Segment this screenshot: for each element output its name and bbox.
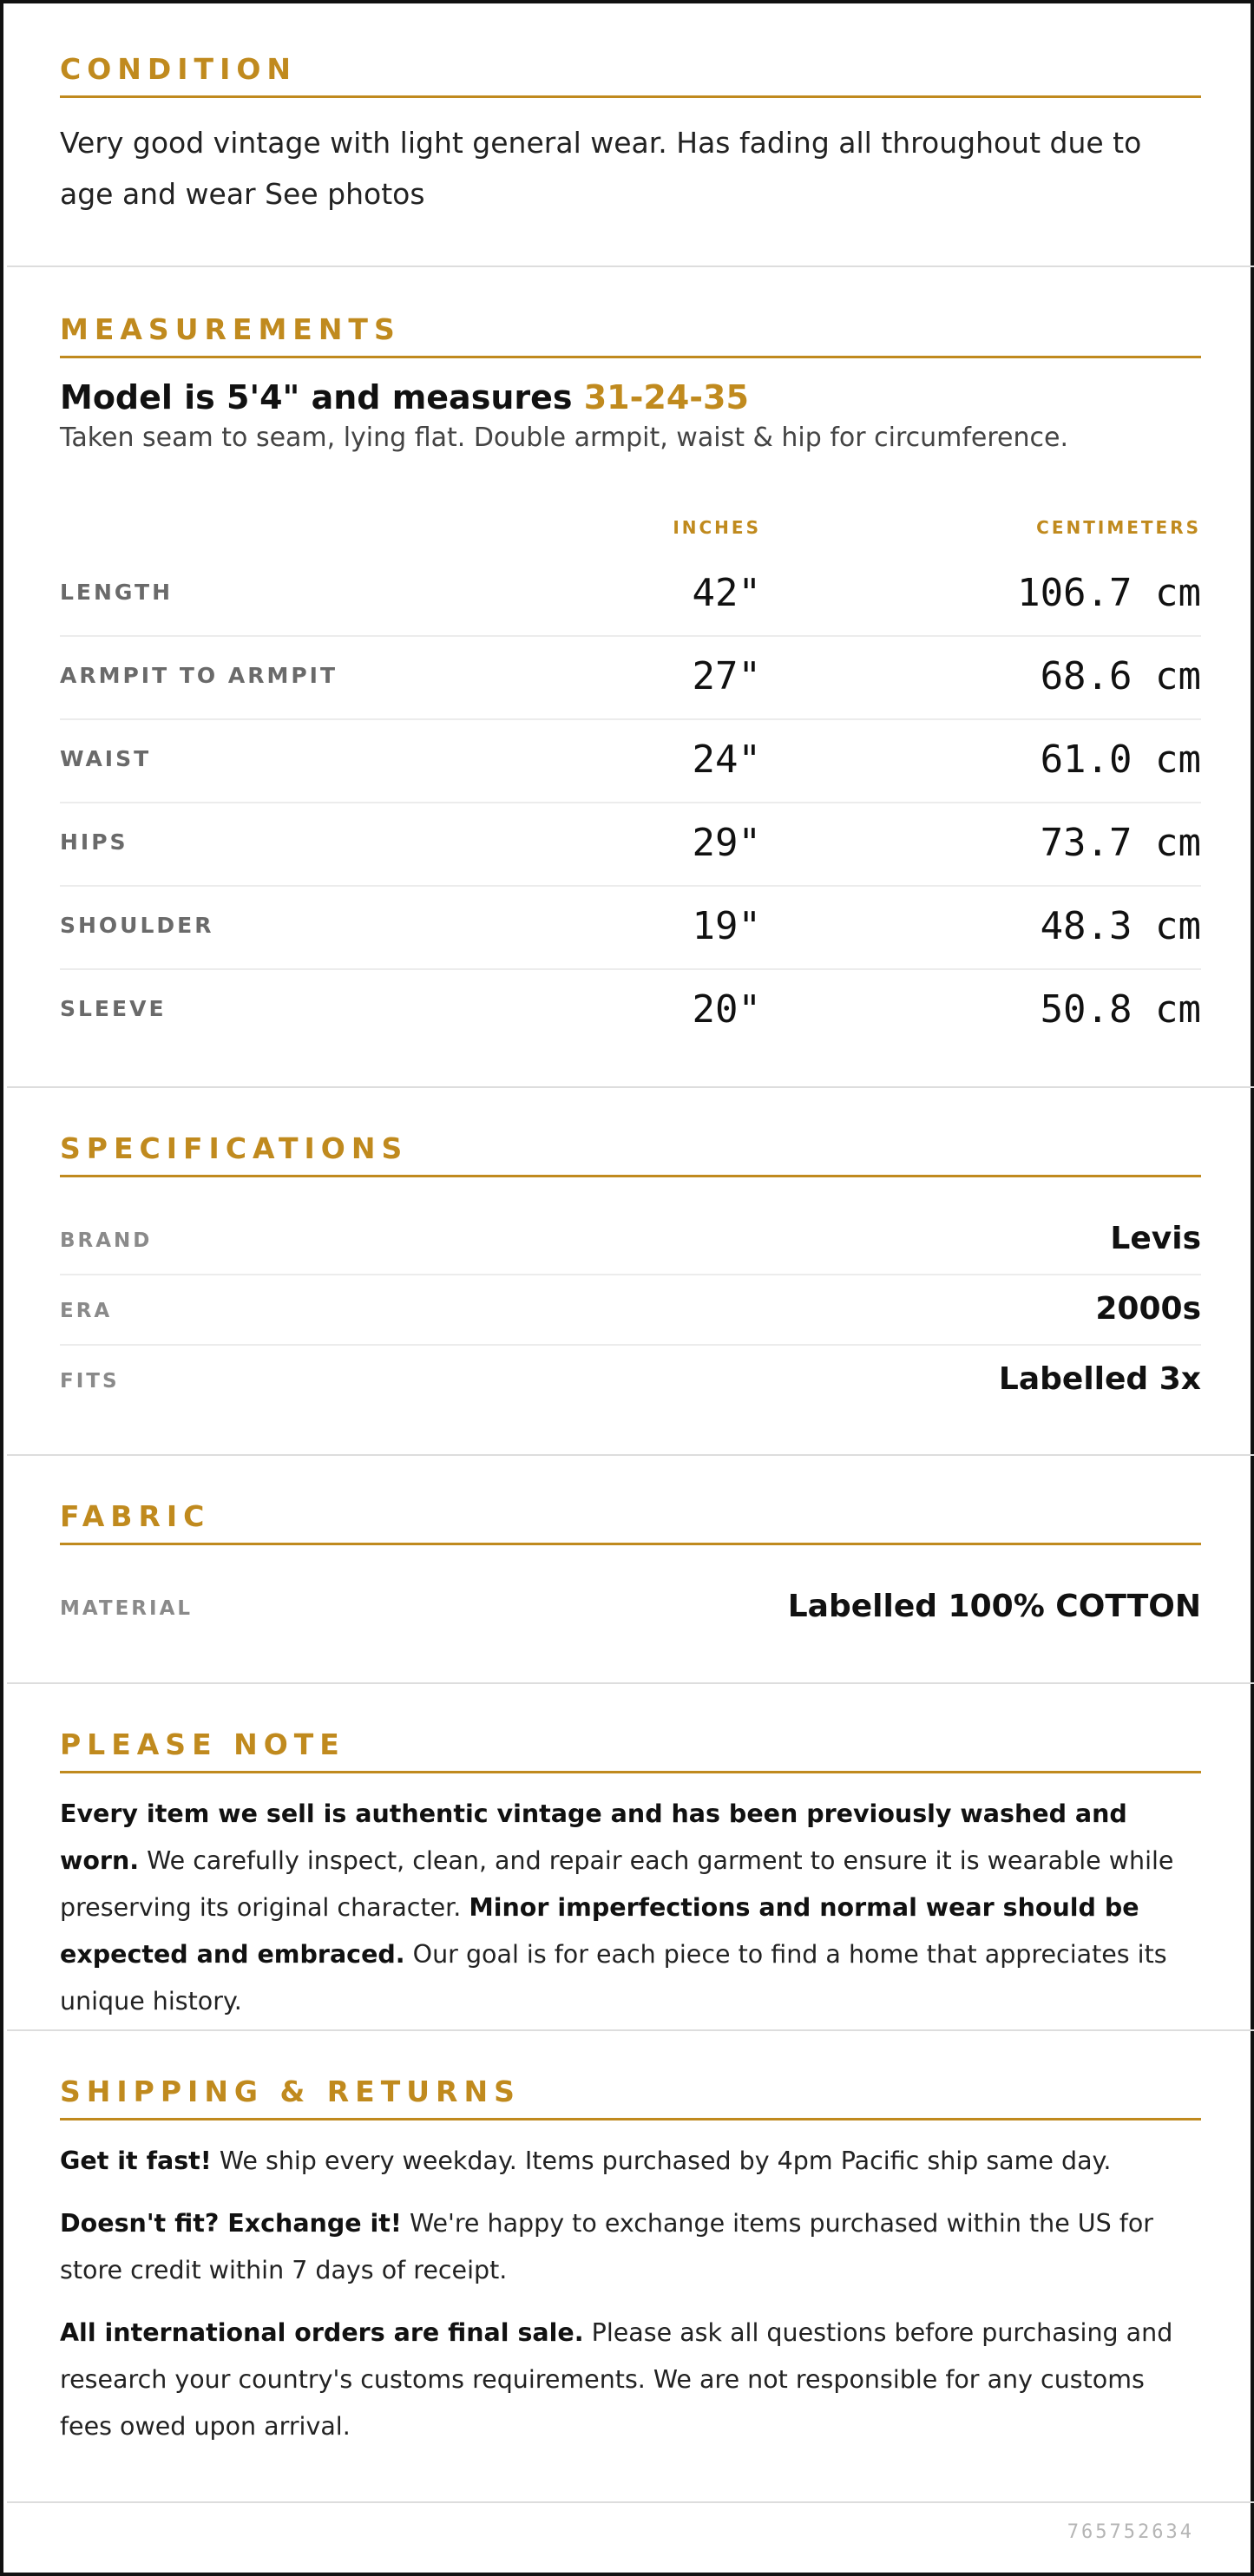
measurement-label: LENGTH [60,580,173,605]
measurement-label: SHOULDER [60,913,214,938]
please-note-heading: PLEASE NOTE [60,1727,1201,1773]
shipping-bold-2: Doesn't fit? Exchange it! [60,2209,402,2238]
shipping-text-2: We're happy to exchange items purchased within the US for store credit within 7 days of receipt. [60,2209,1153,2284]
measurement-cm: 61.0 cm [1040,737,1201,782]
shipping-text-1: We ship every weekday. Items purchased by 4pm Pacific ship same day. [211,2147,1112,2175]
shipping-paragraph-3 [60,2310,1201,2450]
measurement-inches: 20" [692,987,761,1032]
note-bold-2: Minor imperfections and normal wear should be expected and embraced. [60,1893,1139,1969]
model-measures: 31-24-35 [583,378,749,416]
shipping-bold-1: Get it fast! [60,2147,212,2175]
shipping-paragraph-2 [60,2200,1201,2294]
measurement-label: HIPS [60,829,128,855]
spec-row-brand [60,1205,1201,1275]
condition-section [7,3,1254,267]
measurements-section [7,267,1254,1088]
shipping-heading: SHIPPING & RETURNS [60,2075,1201,2120]
shipping-text-3: Please ask all questions before purchasing and research your country's customs requirements. We are not responsible for any customs fees owed upon arrival. [60,2318,1173,2441]
measurement-cm: 48.3 cm [1040,904,1201,948]
specifications-heading: SPECIFICATIONS [60,1131,1201,1177]
measurement-row-waist [60,720,1201,803]
measurement-row-shoulder [60,887,1201,970]
note-text-1: We carefully inspect, clean, and repair each garment to ensure it is wearable while preserving its original character. [60,1846,1174,1922]
fabric-label: MATERIAL [60,1597,194,1620]
measurement-cm: 50.8 cm [1040,987,1201,1032]
measurements-heading: MEASUREMENTS [60,312,1201,358]
column-header-centimeters: CENTIMETERS [1036,517,1201,538]
condition-text: Very good vintage with light general wear. Has fading all throughout due to age and wear See photos [60,126,1142,211]
please-note-text [60,1791,1201,2025]
measurement-inches: 29" [692,821,761,865]
spec-label: BRAND [60,1229,153,1252]
spec-value: 2000s [1095,1291,1201,1327]
spec-value: Labelled 3x [998,1361,1201,1397]
fabric-heading: FABRIC [60,1499,1201,1545]
model-info [60,376,1201,419]
measurement-cm: 106.7 cm [1017,571,1201,615]
measurement-label: SLEEVE [60,996,167,1021]
fabric-value: Labelled 100% COTTON [787,1589,1201,1624]
spec-row-fits [60,1346,1201,1416]
shipping-bold-3: All international orders are final sale. [60,2318,584,2347]
spec-value: Levis [1110,1221,1201,1256]
measurement-inches: 27" [692,654,761,698]
note-text-2: Our goal is for each piece to find a home that appreciates its unique history. [60,1940,1167,2016]
shipping-section [7,2031,1254,2503]
specifications-section [7,1088,1254,1456]
measurement-note: Taken seam to seam, lying flat. Double armpit, waist & hip for circumference. [60,423,1069,453]
shipping-paragraph-1 [60,2138,1201,2185]
fabric-section [7,1456,1254,1684]
please-note-section [7,1684,1254,2031]
measurement-cm: 68.6 cm [1040,654,1201,698]
measurement-inches: 42" [692,571,761,615]
spec-label: ERA [60,1300,113,1322]
measurement-inches: 24" [692,737,761,782]
column-header-inches: INCHES [673,517,761,538]
measurement-label: WAIST [60,746,152,771]
measurement-inches: 19" [692,904,761,948]
fabric-row-material [60,1573,1201,1643]
measurement-row-length [60,554,1201,637]
product-id: 765752634 [1067,2521,1194,2543]
condition-heading: CONDITION [60,52,1201,98]
spec-label: FITS [60,1370,120,1393]
measurement-row-sleeve [60,970,1201,1053]
measurement-label: ARMPIT TO ARMPIT [60,663,338,688]
note-bold-1: Every item we sell is authentic vintage and has been previously washed and worn. [60,1799,1127,1875]
model-prefix: Model is 5'4" and measures [60,378,584,416]
measurement-row-hips [60,803,1201,887]
spec-row-era [60,1275,1201,1346]
measurement-row-armpit [60,637,1201,720]
measurement-cm: 73.7 cm [1040,821,1201,865]
